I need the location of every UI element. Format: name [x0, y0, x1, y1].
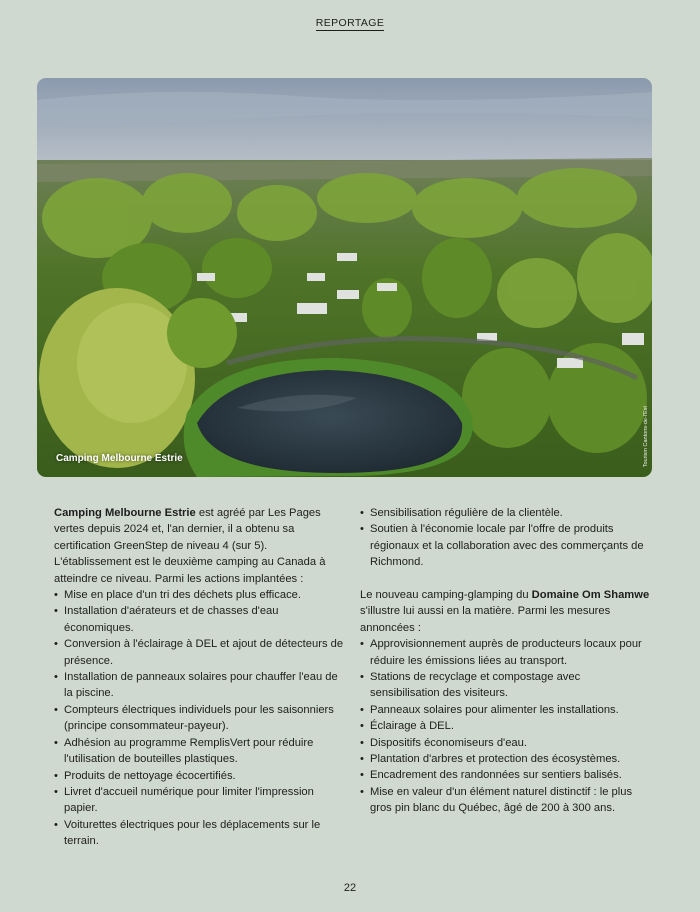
list-item: • Panneaux solaires pour alimenter les installations. [360, 702, 652, 718]
om-shamwe-intro-text: s'illustre lui aussi en la matière. Parmi les mesures annoncées : [360, 605, 611, 634]
list-item: • Soutien à l'économie locale par l'offre de produits régionaux et la collaboration avec des commerçants de Richmond. [360, 521, 652, 570]
list-item: • Sensibilisation régulière de la clientèle. [360, 505, 652, 521]
campground-aerial-image [37, 78, 652, 477]
section-label-text: REPORTAGE [315, 17, 385, 29]
list-item: • Livret d'accueil numérique pour limiter l'impression papier. [54, 784, 344, 817]
melbourne-actions-list [54, 587, 344, 850]
list-item: • Plantation d'arbres et protection des écosystèmes. [360, 751, 652, 767]
list-item: • Adhésion au programme RemplisVert pour réduire l'utilisation de bouteilles plastiques. [54, 735, 344, 768]
list-item: • Produits de nettoyage écocertifiés. [54, 768, 344, 784]
om-shamwe-name: Domaine Om Shamwe [531, 589, 650, 602]
photo-caption: Camping Melbourne Estrie [56, 453, 183, 464]
list-item: • Installation d'aérateurs et de chasses d'eau économiques. [54, 603, 344, 636]
left-column [54, 505, 344, 850]
om-shamwe-intro [360, 587, 652, 636]
list-item: • Conversion à l'éclairage à DEL et ajout de détecteurs de présence. [54, 636, 344, 669]
om-shamwe-measures-list [360, 636, 652, 816]
section-label [0, 17, 700, 29]
list-item: • Voiturettes électriques pour les déplacements sur le terrain. [54, 817, 344, 850]
aerial-photo [37, 78, 652, 477]
list-item: • Compteurs électriques individuels pour les saisonniers (principe consommateur-payeur). [54, 702, 344, 735]
melbourne-actions-list-continued [360, 505, 652, 571]
list-item: • Installation de panneaux solaires pour chauffer l'eau de la piscine. [54, 669, 344, 702]
melbourne-name: Camping Melbourne Estrie [54, 507, 196, 519]
page-number: 22 [343, 882, 357, 894]
om-shamwe-intro-prefix: Le nouveau camping-glamping du [360, 589, 532, 602]
list-item: • Encadrement des randonnées sur sentiers balisés. [360, 767, 652, 783]
list-item: • Stations de recyclage et compostage avec sensibilisation des visiteurs. [360, 669, 652, 702]
list-item: • Mise en place d'un tri des déchets plus efficace. [54, 587, 344, 603]
melbourne-intro [54, 505, 344, 587]
right-column [360, 505, 652, 817]
photo-credit: Tourism Cantons-de-l'Est [643, 405, 649, 467]
list-item: • Éclairage à DEL. [360, 718, 652, 734]
melbourne-intro-text: est agréé par Les Pages vertes depuis 2024 et, l'an dernier, il a obtenu sa certification GreenStep de niveau 4 (sur 5). L'établissement est le deuxième camping au Canada à atteindre ce niveau. Parmi les actions implantées : [54, 507, 326, 585]
list-item: • Approvisionnement auprès de producteurs locaux pour réduire les émissions liées au transport. [360, 636, 652, 669]
list-item: • Mise en valeur d'un élément naturel distinctif : le plus gros pin blanc du Québec, âgé de 200 à 300 ans. [360, 784, 652, 817]
list-item: • Dispositifs économiseurs d'eau. [360, 735, 652, 751]
